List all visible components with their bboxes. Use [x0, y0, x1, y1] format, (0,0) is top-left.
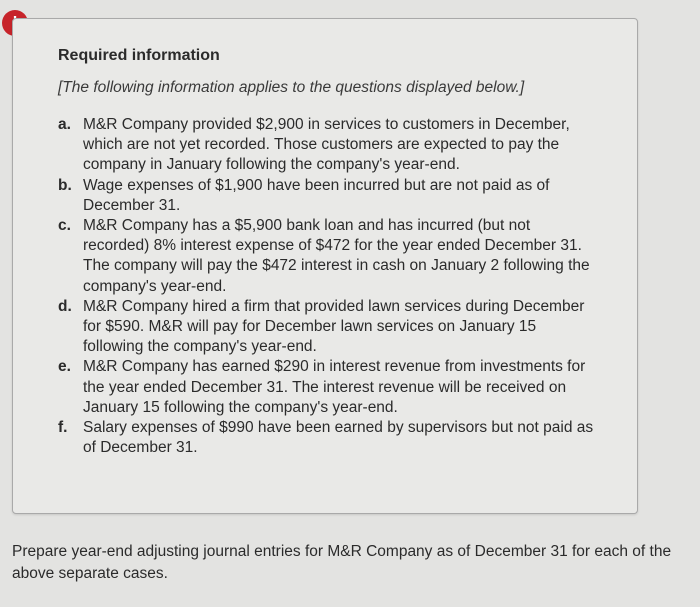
list-item	[49, 115, 594, 176]
item-text: M&R Company provided $2,900 in services to customers in December, which are not yet recorded. Those customers are expected to pay the company in January following the company's year-end.	[83, 116, 570, 174]
item-marker: e.	[58, 358, 71, 376]
item-text: Salary expenses of $990 have been earned by supervisors but not paid as of December 31.	[83, 419, 594, 457]
list-item	[49, 418, 594, 458]
required-information-box	[12, 18, 638, 514]
question-prompt: Prepare year-end adjusting journal entries for M&R Company as of December 31 for each of the above separate cases.	[12, 543, 672, 582]
case-list	[49, 115, 594, 458]
box-title: Required information	[58, 47, 220, 64]
item-text: M&R Company hired a firm that provided lawn services during December for $590. M&R will pay for December lawn services on January 15 following the company's year-end.	[83, 297, 585, 356]
list-item	[49, 216, 594, 297]
list-item	[49, 176, 594, 216]
item-marker: c.	[58, 217, 71, 235]
item-text: M&R Company has earned $290 in interest revenue from investments for the year ended December 31. The interest revenue will be received on January 15 following the company's year-end.	[83, 358, 586, 416]
item-text: M&R Company has a $5,900 bank loan and has incurred (but not recorded) 8% interest expense of $472 for the year ended December 31. The company will pay the $472 interest in cash on January 2 following the company's year-end.	[83, 217, 590, 295]
box-subtitle: [The following information applies to the questions displayed below.]	[58, 79, 525, 96]
item-text: Wage expenses of $1,900 have been incurred but are not paid as of December 31.	[83, 176, 550, 214]
list-item	[49, 357, 594, 418]
item-marker: d.	[58, 297, 72, 315]
item-marker: f.	[58, 419, 68, 437]
item-marker: a.	[58, 116, 71, 133]
item-marker: b.	[58, 176, 72, 194]
list-item	[49, 297, 594, 358]
